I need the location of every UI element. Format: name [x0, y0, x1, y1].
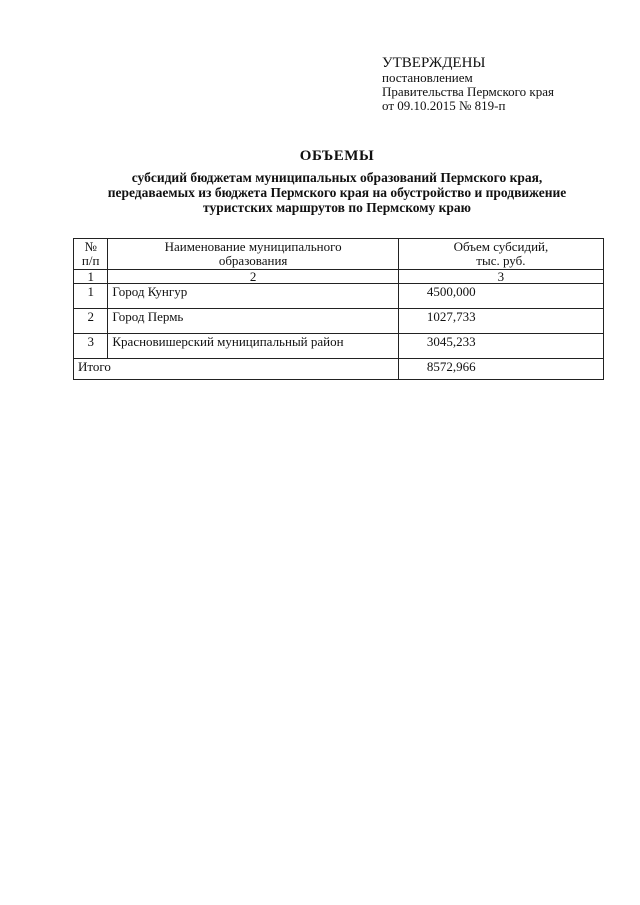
approval-stamp — [382, 55, 622, 113]
header-volume-line: Объем субсидий, — [453, 239, 549, 254]
approval-line: постановлением — [382, 70, 473, 85]
header-name-line: образования — [218, 253, 288, 268]
subtitle-line: субсидий бюджетам муниципальных образований Пермского края, — [131, 170, 543, 185]
column-numbers-row — [74, 270, 604, 284]
table-header-row — [74, 239, 604, 270]
approval-line: Правительства Пермского края — [382, 84, 554, 99]
row-name: Красновишерский муниципальный район — [108, 334, 398, 359]
total-volume: 8572,966 — [398, 359, 603, 380]
row-volume: 1027,733 — [398, 309, 603, 334]
table-row — [74, 309, 604, 334]
row-name: Город Пермь — [108, 309, 398, 334]
header-name-line: Наименование муниципального — [164, 239, 342, 254]
header-num-line: п/п — [81, 253, 100, 268]
column-number: 3 — [398, 270, 603, 284]
header-name — [108, 239, 398, 270]
row-volume: 4500,000 — [398, 284, 603, 309]
document-subtitle — [60, 170, 614, 215]
column-number: 1 — [74, 270, 108, 284]
subtitle-line: туристских маршрутов по Пермскому краю — [203, 200, 471, 215]
header-num — [74, 239, 108, 270]
subtitle-line: передаваемых из бюджета Пермского края на обустройство и продвижение — [107, 185, 567, 200]
approval-title: УТВЕРЖДЕНЫ — [382, 55, 486, 71]
table-row — [74, 284, 604, 309]
row-name: Город Кунгур — [108, 284, 398, 309]
row-volume: 3045,233 — [398, 334, 603, 359]
row-num: 1 — [74, 284, 108, 309]
header-num-line: № — [84, 239, 97, 254]
subsidies-table — [73, 238, 604, 380]
column-number: 2 — [108, 270, 398, 284]
header-volume-line: тыс. руб. — [476, 253, 526, 268]
total-row — [74, 359, 604, 380]
header-volume — [398, 239, 603, 270]
total-label: Итого — [74, 359, 399, 380]
row-num: 3 — [74, 334, 108, 359]
approval-line: от 09.10.2015 № 819-п — [382, 98, 506, 113]
document-title: ОБЪЕМЫ — [299, 148, 375, 164]
row-num: 2 — [74, 309, 108, 334]
table-row — [74, 334, 604, 359]
